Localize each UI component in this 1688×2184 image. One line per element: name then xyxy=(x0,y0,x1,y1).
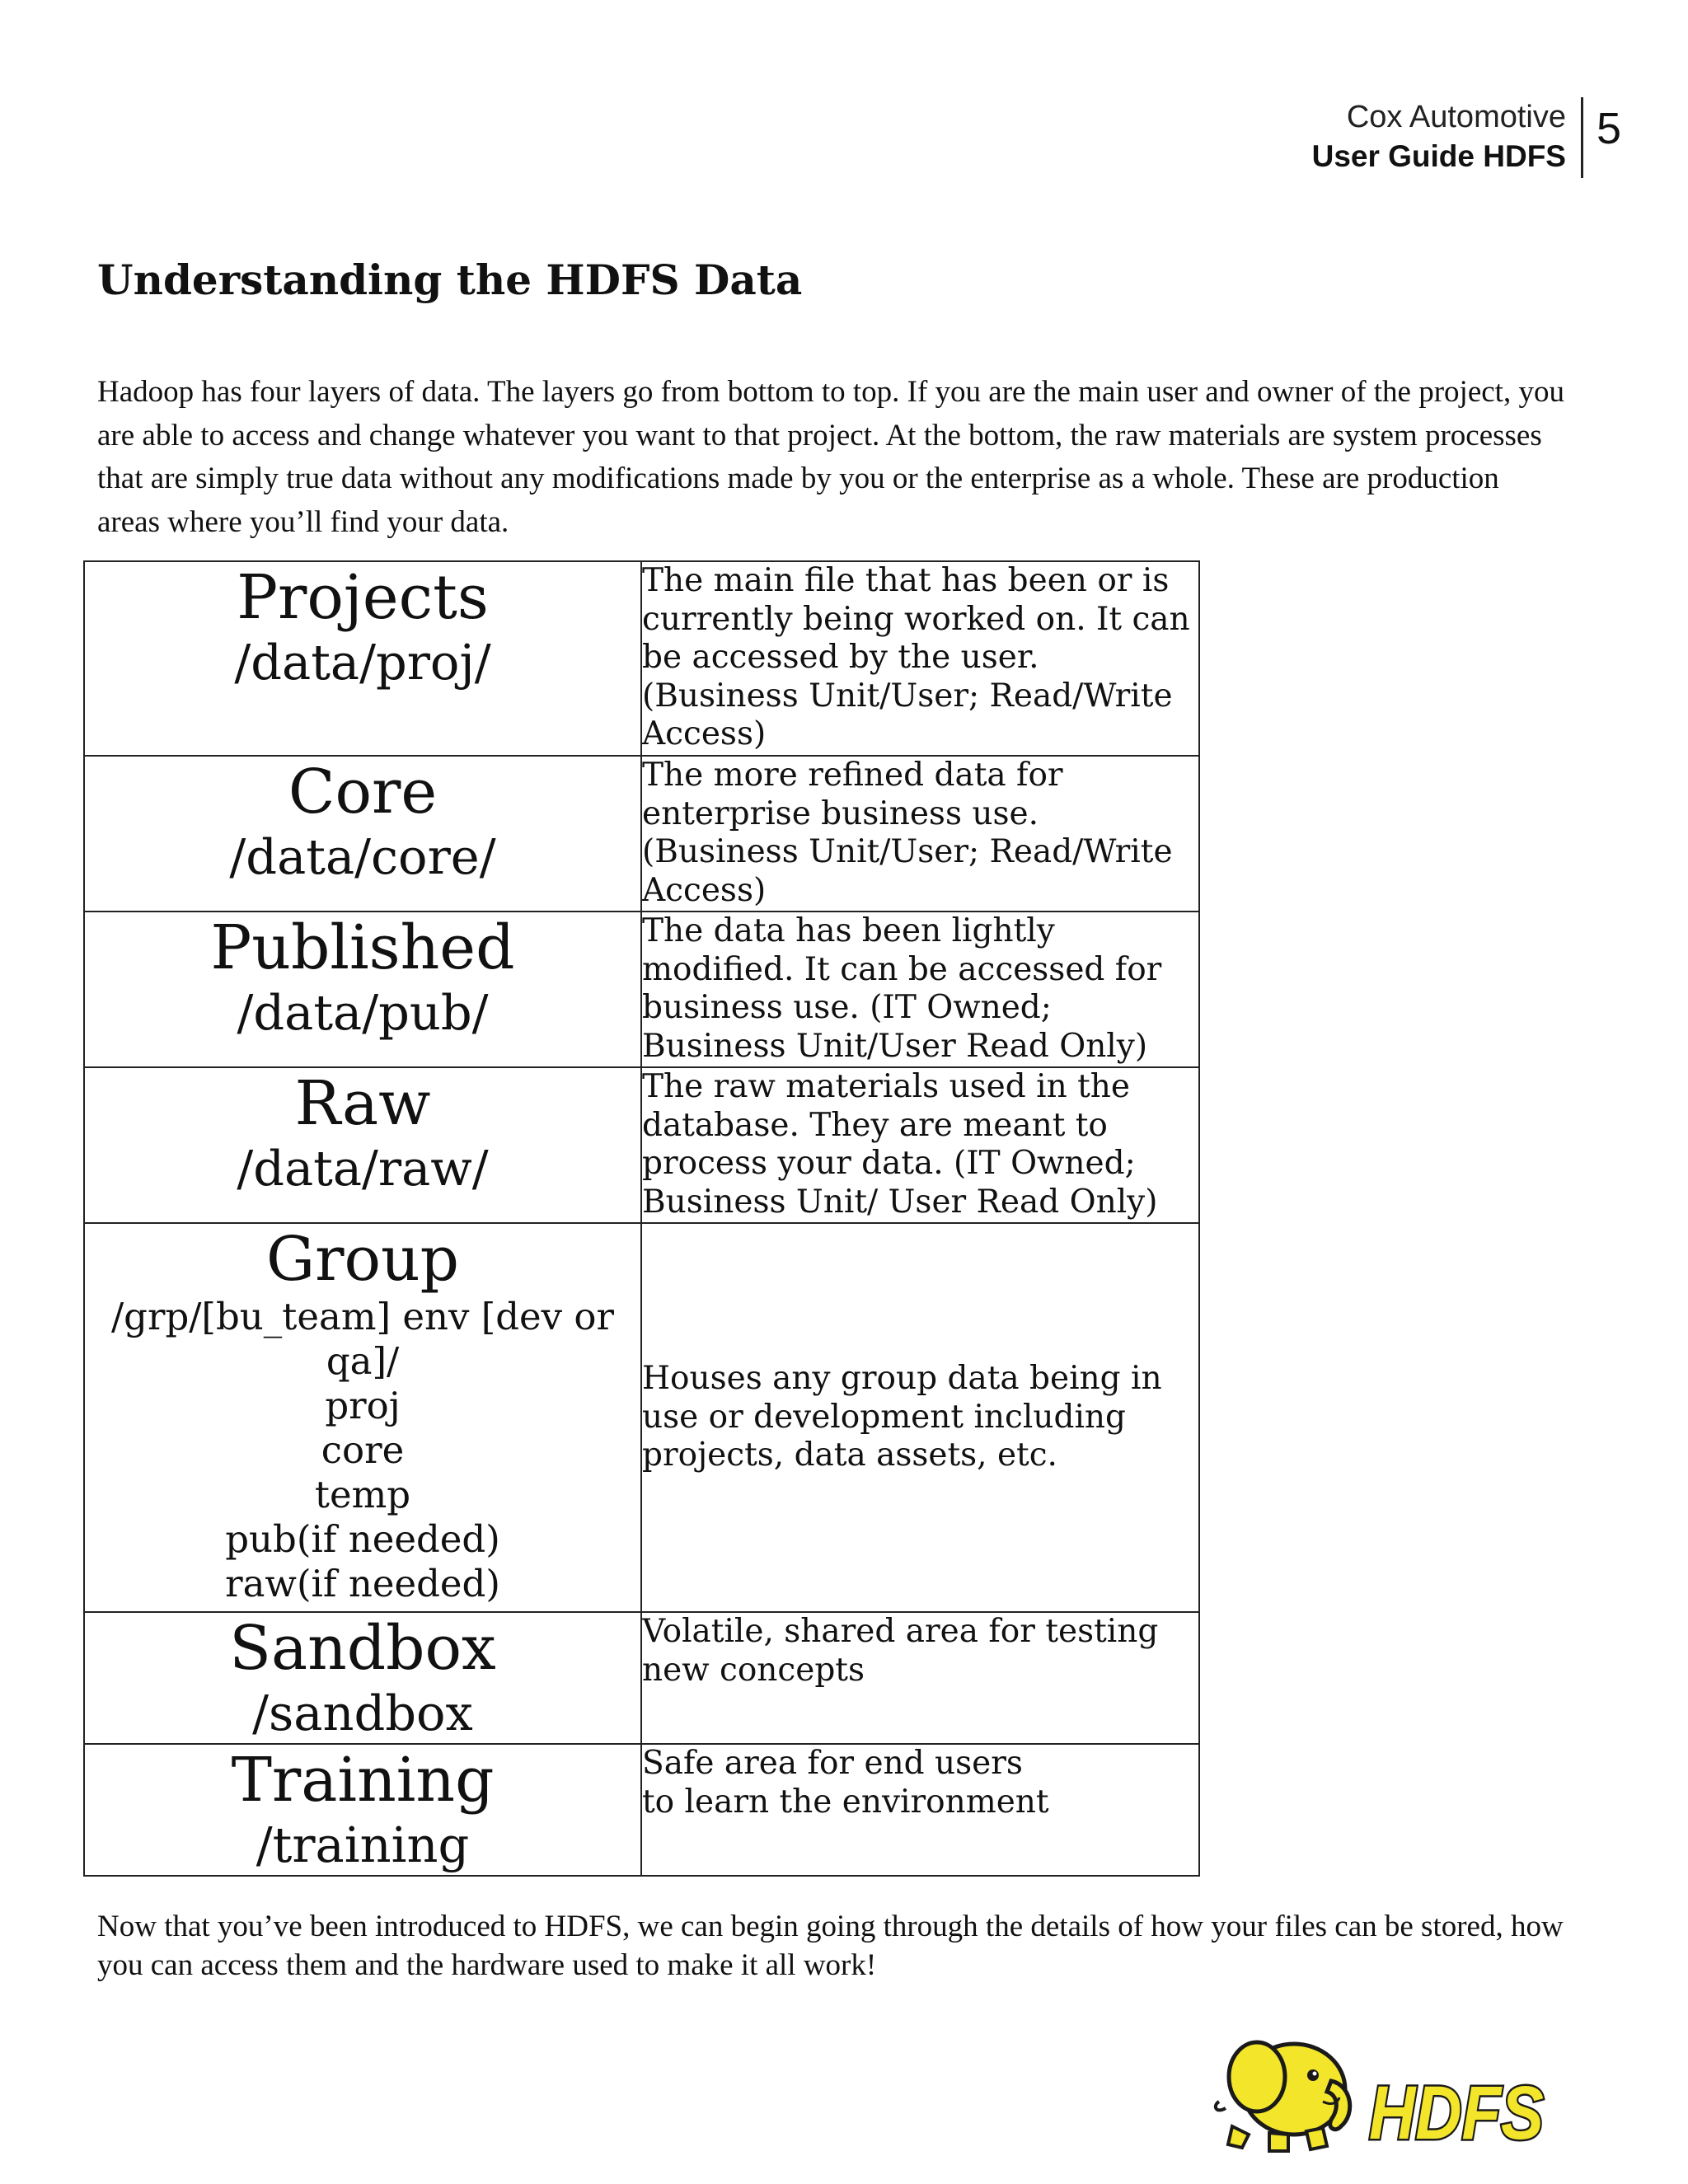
table-row xyxy=(84,1612,1199,1744)
description-line: Volatile, shared area for testing xyxy=(642,1613,1159,1650)
layer-description: The data has been lightly modified. It can be accessed for business use. (IT Owned; Business Unit/User Read Only) xyxy=(641,912,1199,1067)
layer-path: /data/pub/ xyxy=(237,984,489,1041)
layer-description xyxy=(641,1744,1199,1876)
section-title: Understanding the HDFS Data xyxy=(97,255,803,304)
layer-name: Published xyxy=(210,912,515,983)
description-line: to learn the environment xyxy=(642,1783,1049,1821)
layer-subfolder: proj xyxy=(325,1384,401,1427)
layer-name-cell xyxy=(84,1067,641,1223)
layer-name: Group xyxy=(265,1224,460,1295)
table-row xyxy=(84,912,1199,1067)
table-row xyxy=(84,756,1199,912)
company-name: Cox Automotive xyxy=(1346,100,1566,134)
layer-path: /data/core/ xyxy=(229,828,496,885)
layer-description: The main file that has been or is currently being worked on. It can be accessed by the user. (Business Unit/User; Read/Write Access) xyxy=(641,561,1199,756)
layer-subfolder: pub(if needed) xyxy=(225,1517,500,1561)
layer-subfolder: raw(if needed) xyxy=(225,1562,500,1605)
closing-paragraph: Now that you’ve been introduced to HDFS, we can begin going through the details of how your files can be stored, how you can access them and the hardware used to make it all work! xyxy=(97,1910,1564,1982)
layer-description xyxy=(641,1612,1199,1744)
layer-description: The more refined data for enterprise business use. (Business Unit/User; Read/Write Access) xyxy=(641,756,1199,912)
layer-name: Training xyxy=(231,1745,495,1816)
data-layers-table xyxy=(83,560,1200,1877)
guide-title: User Guide HDFS xyxy=(1311,139,1566,173)
layer-description: The raw materials used in the database. They are meant to process your data. (IT Owned; Business Unit/ User Read Only) xyxy=(641,1067,1199,1223)
description-line: Safe area for end users xyxy=(642,1745,1023,1782)
layer-name: Sandbox xyxy=(229,1613,496,1684)
layer-path: /data/raw/ xyxy=(237,1140,489,1197)
table-row xyxy=(84,561,1199,756)
layer-name-cell xyxy=(84,561,641,756)
yellow-elephant-icon xyxy=(1216,2042,1350,2151)
layer-name: Raw xyxy=(294,1068,431,1139)
layer-path: qa]/ xyxy=(326,1339,400,1383)
page-header xyxy=(1312,97,1566,176)
layer-path: /training xyxy=(256,1816,470,1873)
layer-description: Houses any group data being in use or development including projects, data assets, etc. xyxy=(641,1223,1199,1612)
layer-name-cell xyxy=(84,1223,641,1612)
description-line: new concepts xyxy=(642,1651,865,1689)
layer-name-cell xyxy=(84,756,641,912)
layer-name-cell xyxy=(84,1612,641,1744)
table-row xyxy=(84,1744,1199,1876)
layer-path: /sandbox xyxy=(252,1685,473,1741)
layer-name-cell xyxy=(84,1744,641,1876)
layer-subfolder: core xyxy=(321,1428,405,1472)
intro-paragraph: Hadoop has four layers of data. The layers go from bottom to top. If you are the main user and owner of the project, you are able to access and change whatever you want to that project. At the bottom, the raw materials are system processes that are simply true data without any modifications made by you or the enterprise as a whole. These are production areas where you’ll find your data. xyxy=(97,375,1564,539)
layer-path: /grp/[bu_team] env [dev or xyxy=(110,1295,615,1338)
logo-text: HDFS xyxy=(1369,2071,1544,2155)
layer-path: /data/proj/ xyxy=(234,634,491,691)
header-divider xyxy=(1581,97,1583,178)
layer-name-cell xyxy=(84,912,641,1067)
layer-name: Core xyxy=(288,757,438,827)
table-row xyxy=(84,1067,1199,1223)
layer-name: Projects xyxy=(237,562,489,633)
table-row xyxy=(84,1223,1199,1612)
page-number: 5 xyxy=(1597,104,1622,153)
layer-subfolder: temp xyxy=(314,1473,411,1516)
hdfs-logo xyxy=(1207,2003,1554,2168)
